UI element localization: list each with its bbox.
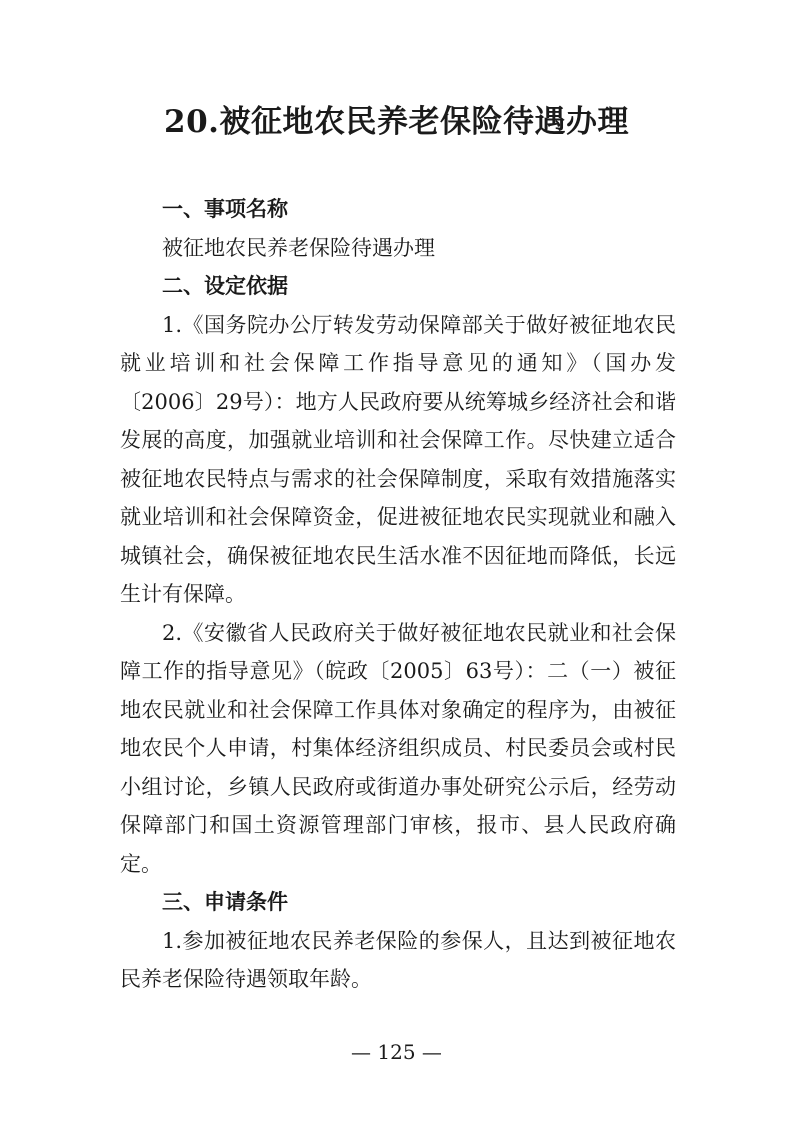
section-heading-conditions: 三、申请条件 — [162, 890, 288, 914]
page-number: — 125 — — [351, 1040, 442, 1064]
legal-basis-paragraph-1: 1.《国务院办公厅转发劳动保障部关于做好被征地农民就业培训和社会保障工作指导意见的通知》（国办发〔2006〕29号）：地方人民政府要从统筹城乡经济社会和谐发展的高度，加强就业培训和社会保障工作。尽快建立适合被征地农民特点与需求的社会保障制度，采取有效措施落实就业培训和社会保障资金，促进被征地农民实现就业和融入城镇社会，确保被征地农民生活水准不因征地而降低，长远生计有保障。 — [120, 312, 676, 606]
section-heading-item-name: 一、事项名称 — [162, 197, 288, 221]
document-title: 20.被征地农民养老保险待遇办理 — [164, 104, 629, 140]
legal-basis-paragraph-2: 2.《安徽省人民政府关于做好被征地农民就业和社会保障工作的指导意见》（皖政〔2005〕63号）：二（一）被征地农民就业和社会保障工作具体对象确定的程序为，由被征地农民个人申请，村集体经济组织成员、村民委员会或村民小组讨论，乡镇人民政府或街道办事处研究公示后，经劳动保障部门和国土资源管理部门审核，报市、县人民政府确定。 — [120, 620, 676, 876]
document-body — [120, 190, 676, 999]
section-heading-legal-basis: 二、设定依据 — [162, 274, 288, 298]
conditions-paragraph-1: 1.参加被征地农民养老保险的参保人，且达到被征地农民养老保险待遇领取年龄。 — [120, 928, 676, 991]
item-name-text: 被征地农民养老保险待遇办理 — [162, 235, 435, 260]
